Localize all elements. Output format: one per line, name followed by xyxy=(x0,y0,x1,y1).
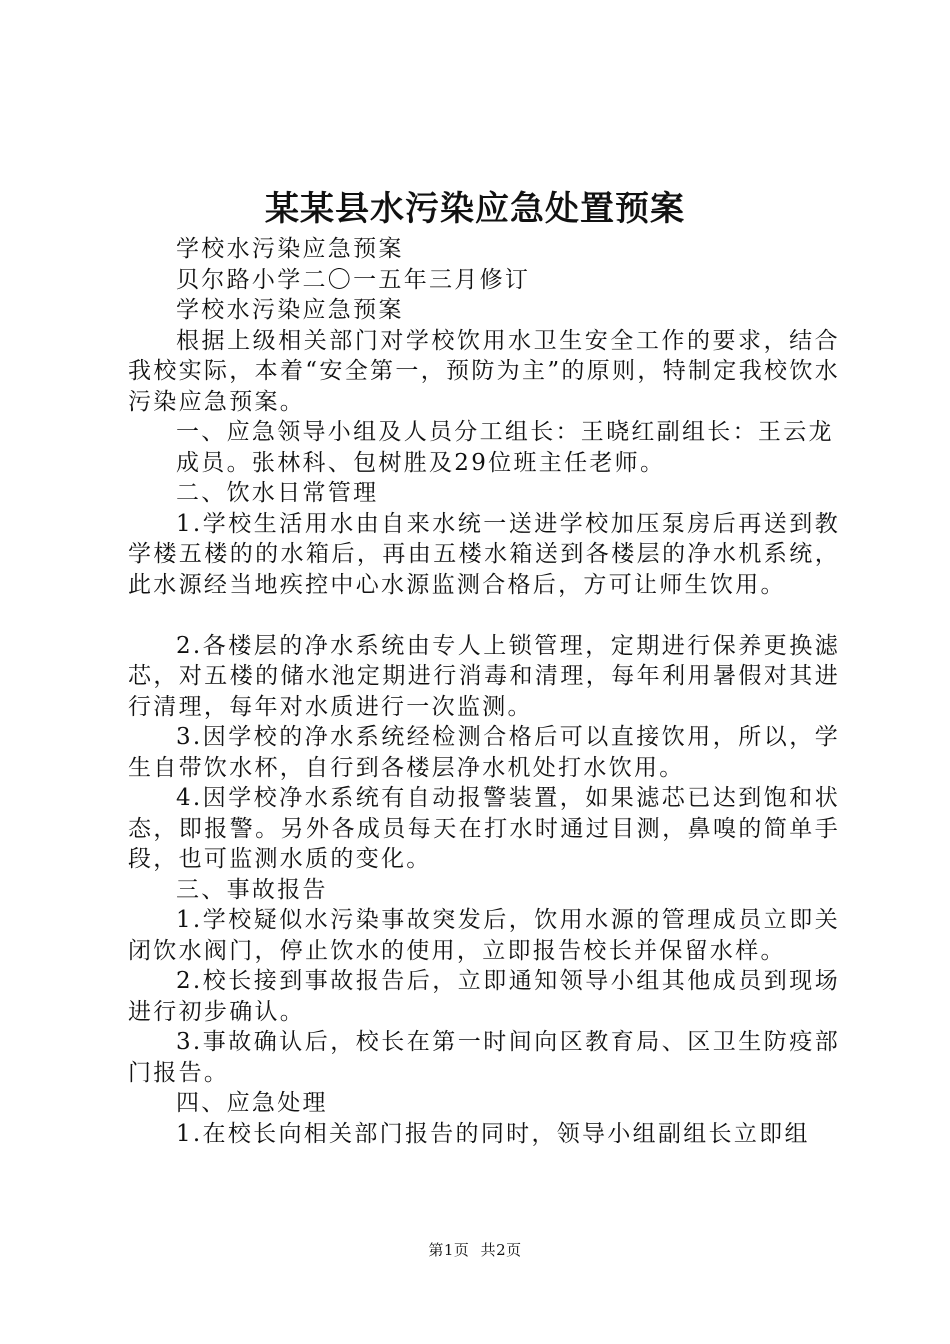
paragraph-1: 学校水污染应急预案 xyxy=(176,236,404,262)
document-body xyxy=(128,234,840,1149)
paragraph-17: 1.在校长向相关部门报告的同时，领导小组副组长立即组 xyxy=(176,1120,810,1147)
paragraph-9: 2.各楼层的净水系统由专人上锁管理，定期进行保养更换滤芯，对五楼的储水池定期进行消毒和清理，每年利用暑假对其进行清理，每年对水质进行一次监测。 xyxy=(128,632,840,720)
paragraph-spacer xyxy=(128,600,840,631)
paragraph-3: 学校水污染应急预案 xyxy=(176,297,404,323)
document-title: 某某县水污染应急处置预案 xyxy=(265,189,685,229)
page-footer xyxy=(0,1240,950,1260)
paragraph-13: 1.学校疑似水污染事故突发后，饮用水源的管理成员立即关闭饮水阀门，停止饮水的使用，立即报告校长并保留水样。 xyxy=(128,907,840,964)
paragraph-5: 一、应急领导小组及人员分工组长：王晓红副组长：王云龙 xyxy=(176,419,834,445)
paragraph-7: 二、饮水日常管理 xyxy=(176,480,379,506)
paragraph-11: 4.因学校净水系统有自动报警装置，如果滤芯已达到饱和状态，即报警。另外各成员每天在打水时通过目测，鼻嗅的简单手段，也可监测水质的变化。 xyxy=(128,785,840,872)
paragraph-4: 根据上级相关部门对学校饮用水卫生安全工作的要求，结合我校实际，本着“安全第一，预防为主”的原则，特制定我校饮水污染应急预案。 xyxy=(128,327,840,415)
page-total: 共2页 xyxy=(480,1241,522,1259)
paragraph-16: 四、应急处理 xyxy=(176,1090,328,1116)
paragraph-8: 1.学校生活用水由自来水统一送进学校加压泵房后再送到教学楼五楼的的水箱后，再由五楼水箱送到各楼层的净水机系统，此水源经当地疾控中心水源监测合格后，方可让师生饮用。 xyxy=(128,510,840,598)
page-number: 第1页 xyxy=(428,1241,470,1259)
paragraph-10: 3.因学校的净水系统经检测合格后可以直接饮用，所以，学生自带饮水杯，自行到各楼层净水机处打水饮用。 xyxy=(128,724,840,781)
paragraph-15: 3.事故确认后，校长在第一时间向区教育局、区卫生防疫部门报告。 xyxy=(128,1029,840,1086)
paragraph-6: 成员。张林科、包树胜及29位班主任老师。 xyxy=(176,449,666,476)
paragraph-12: 三、事故报告 xyxy=(176,876,328,903)
paragraph-2: 贝尔路小学二〇一五年三月修订 xyxy=(176,266,531,293)
paragraph-14: 2.校长接到事故报告后，立即通知领导小组其他成员到现场进行初步确认。 xyxy=(128,968,840,1025)
